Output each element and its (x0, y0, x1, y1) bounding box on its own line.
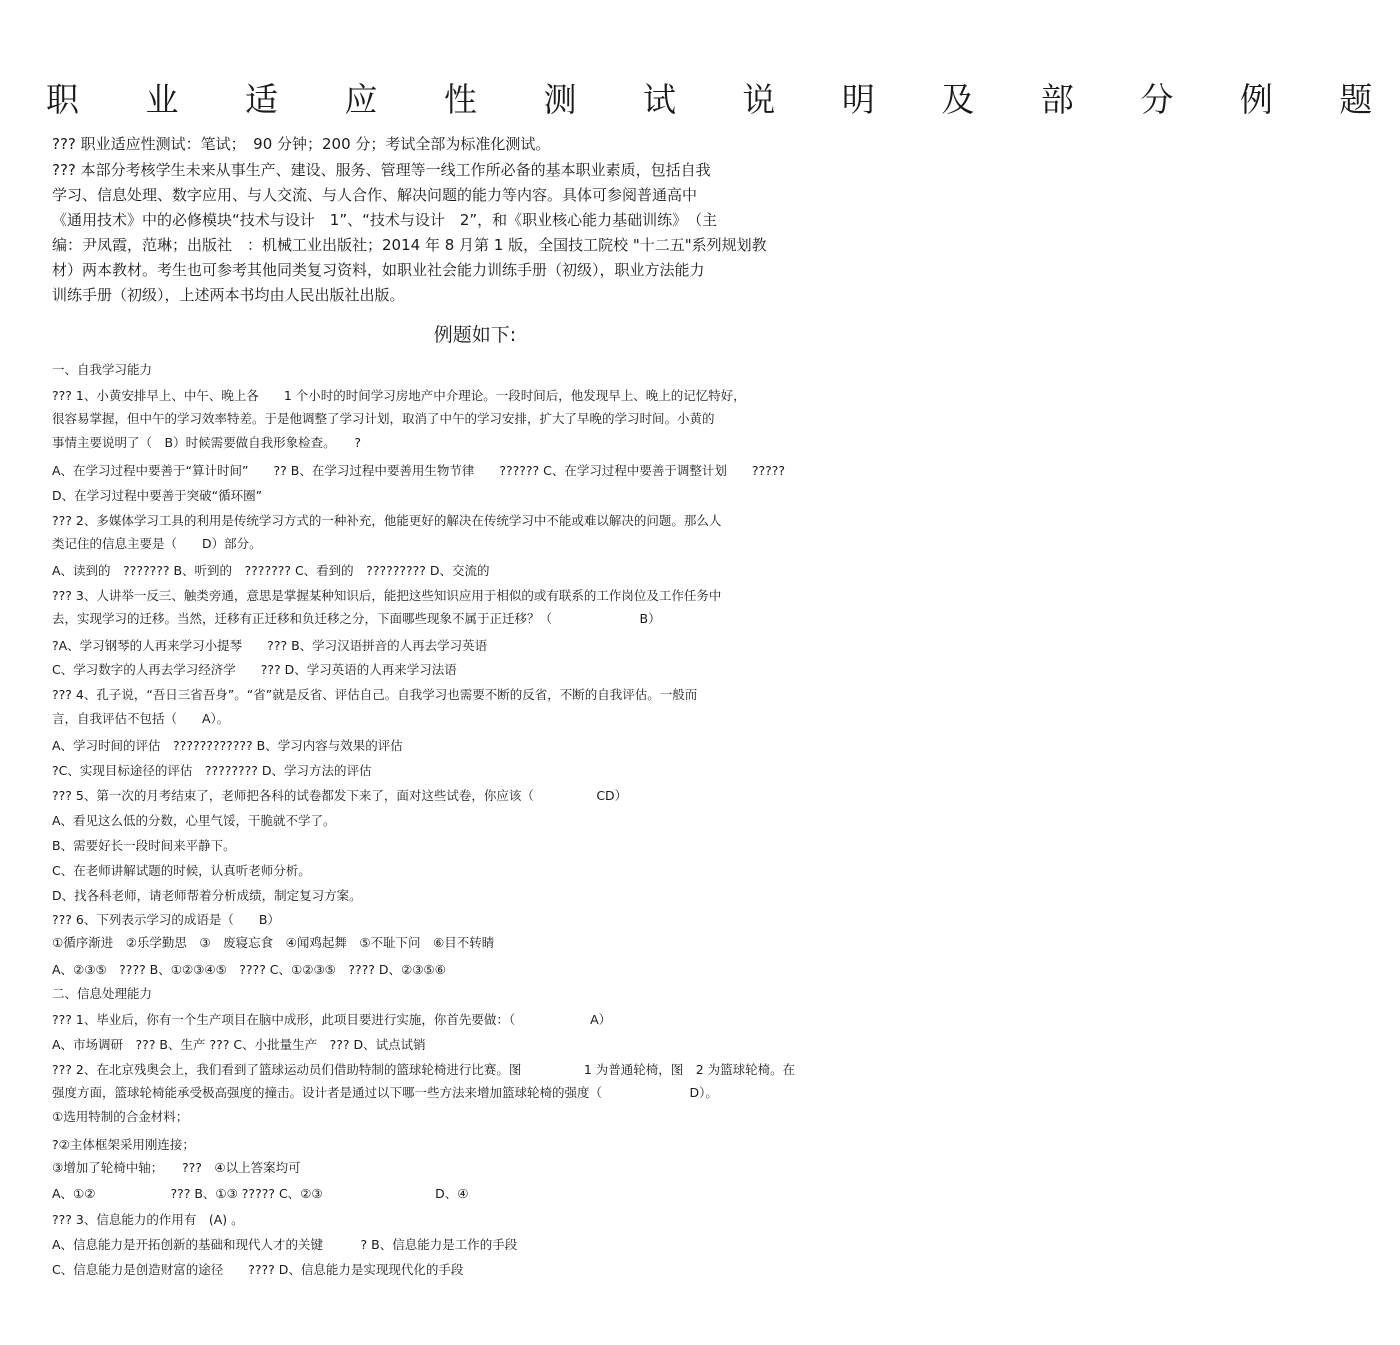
question-line: 去，实现学习的迁移。当然，迁移有正迁移和负迁移之分，下面哪些现象不属于正迁移？（ B） (52, 611, 661, 626)
intro-line: 学习、信息处理、数字应用、与人交流、与人合作、解决问题的能力等内容。具体可参阅普通高中 (52, 186, 698, 204)
answer-options: A、在学习过程中要善于“算计时间” ?? B、在学习过程中要善用生物节律 ?????? C、在学习过程中要善于调整计划 ????? (52, 463, 786, 478)
answer-options: ?A、学习钢琴的人再来学习小提琴 ??? B、学习汉语拼音的人再去学习英语 (52, 638, 488, 653)
question-line: ??? 6、下列表示学习的成语是（ B） (52, 912, 280, 927)
intro-line: 训练手册（初级），上述两本书均由人民出版社出版。 (52, 286, 405, 304)
question-line: ??? 4、孔子说，“吾日三省吾身”。“省”就是反省、评估自己。自我学习也需要不断的反省，不断的自我评估。一般而 (52, 687, 698, 702)
answer-option: B、需要好长一段时间来平静下。 (52, 838, 236, 853)
intro-line: ??? 职业适应性测试：笔试； 90 分钟；200 分；考试全部为标准化测试。 (52, 135, 551, 153)
question-line: 很容易掌握，但中午的学习效率特差。于是他调整了学习计划，取消了中午的学习安排，扩大了早晚的学习时间。小黄的 (52, 411, 715, 426)
answer-options: A、学习时间的评估 ???????????? B、学习内容与效果的评估 (52, 738, 403, 753)
answer-options: A、市场调研 ??? B、生产 ??? C、小批量生产 ??? D、试点试销 (52, 1037, 426, 1052)
answer-options: C、信息能力是创造财富的途径 ???? D、信息能力是实现现代化的手段 (52, 1262, 464, 1277)
answer-options: A、②③⑤ ???? B、①②③④⑤ ???? C、①②③⑤ ???? D、②③⑤⑥ (52, 962, 446, 977)
question-line: ??? 2、在北京残奥会上，我们看到了篮球运动员们借助特制的篮球轮椅进行比赛。图 1 为普通轮椅，图 2 为篮球轮椅。在 (52, 1062, 796, 1077)
question-line: ??? 1、毕业后，你有一个生产项目在脑中成形，此项目要进行实施，你首先要做：（ A） (52, 1012, 612, 1027)
section-heading: 二、信息处理能力 (52, 986, 153, 1001)
statement-line: ③增加了轮椅中轴； ??? ④以上答案均可 (52, 1160, 301, 1175)
question-line: ??? 3、信息能力的作用有 (A) 。 (52, 1212, 244, 1227)
question-line: ??? 3、人讲举一反三、触类旁通，意思是掌握某种知识后，能把这些知识应用于相似的或有联系的工作岗位及工作任务中 (52, 588, 722, 603)
answer-options: ?C、实现目标途径的评估 ???????? D、学习方法的评估 (52, 763, 372, 778)
question-line: ??? 2、多媒体学习工具的利用是传统学习方式的一种补充，他能更好的解决在传统学习中不能或难以解决的问题。那么人 (52, 513, 722, 528)
answer-option: A、看见这么低的分数，心里气馁，干脆就不学了。 (52, 813, 336, 828)
intro-line: 材）两本教材。考生也可参考其他同类复习资料，如职业社会能力训练手册（初级），职业方法能力 (52, 261, 705, 279)
intro-line: ??? 本部分考核学生未来从事生产、建设、服务、管理等一线工作所必备的基本职业素质，包括自我 (52, 161, 711, 179)
answer-options: A、①② ??? B、①③ ????? C、②③ D、④ (52, 1186, 469, 1201)
page-title: 职 业 适 应 性 测 试 说 明 及 部 分 例 题 (46, 80, 1400, 119)
section-heading: 一、自我学习能力 (52, 362, 153, 377)
question-line: 类记住的信息主要是（ D）部分。 (52, 536, 262, 551)
examples-heading: 例题如下: (433, 324, 517, 346)
question-line: 强度方面，篮球轮椅能承受极高强度的撞击。设计者是通过以下哪一些方法来增加篮球轮椅的强度（ D）。 (52, 1085, 718, 1100)
answer-options: A、读到的 ??????? B、听到的 ??????? C、看到的 ????????? D、交流的 (52, 563, 490, 578)
answer-options: A、信息能力是开拓创新的基础和现代人才的关键 ? B、信息能力是工作的手段 (52, 1237, 518, 1252)
intro-line: 《通用技术》中的必修模块“技术与设计 1”、“技术与设计 2”，和《职业核心能力基础训练》 （主 (52, 211, 718, 229)
answer-option: C、在老师讲解试题的时候，认真听老师分析。 (52, 863, 311, 878)
intro-line: 编：尹凤霞，范琳；出版社 ：机械工业出版社；2014 年 8 月第 1 版，全国技工院校 "十二五"系列规划教 (52, 236, 767, 254)
statement-line: ?②主体框架采用刚连接； (52, 1137, 195, 1152)
question-line: ??? 5、第一次的月考结束了，老师把各科的试卷都发下来了，面对这些试卷，你应该（ CD） (52, 788, 628, 803)
idiom-list: ①循序渐进 ②乐学勤思 ③ 废寝忘食 ④闻鸡起舞 ⑤不耻下问 ⑥目不转睛 (52, 935, 495, 950)
question-line: ??? 1、小黄安排早上、中午、晚上各 1 个小时的时间学习房地产中介理论。一段时间后，他发现早上、晚上的记忆特好， (52, 388, 746, 403)
answer-options: D、在学习过程中要善于突破“循环圈” (52, 488, 263, 503)
statement-line: ①选用特制的合金材料； (52, 1109, 189, 1124)
question-line: 言，自我评估不包括（ A）。 (52, 711, 230, 726)
answer-options: C、学习数字的人再去学习经济学 ??? D、学习英语的人再来学习法语 (52, 662, 457, 677)
question-line: 事情主要说明了（ B）时候需要做自我形象检查。 ? (52, 435, 361, 450)
answer-option: D、找各科老师，请老师帮着分析成绩，制定复习方案。 (52, 888, 362, 903)
